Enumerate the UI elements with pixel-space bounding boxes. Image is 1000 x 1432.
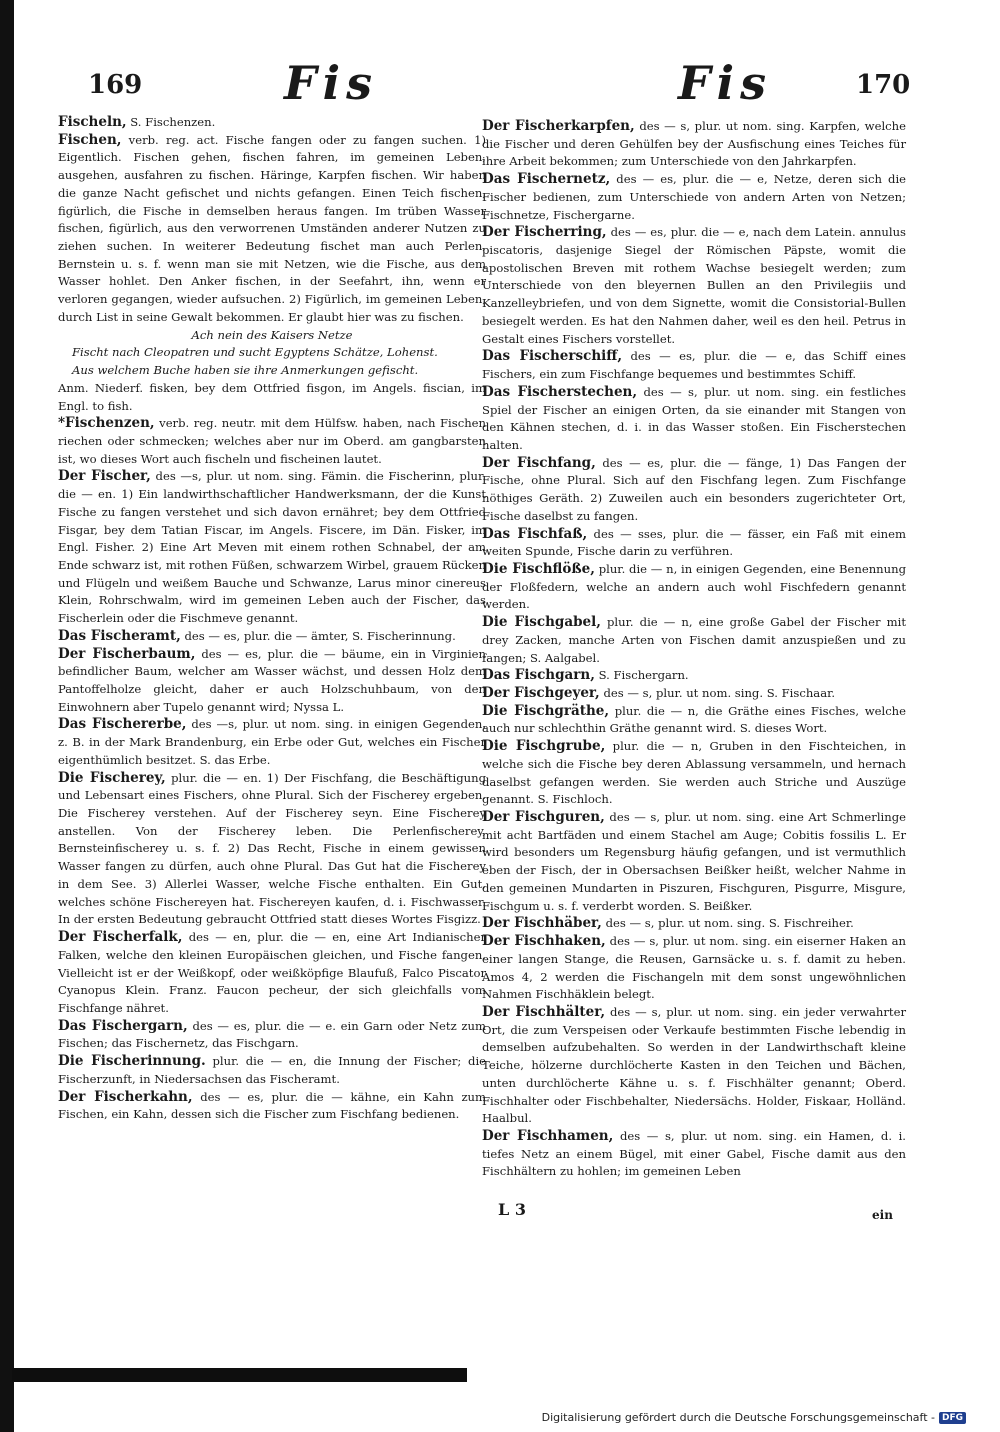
dictionary-entry bbox=[482, 118, 906, 171]
quote-line: Aus welchem Buche haben sie ihre Anmerkungen gefischt. bbox=[72, 363, 419, 378]
entry-headword: Der Fischguren, bbox=[482, 809, 605, 826]
entry-headword: Der Fischhaken, bbox=[482, 933, 606, 950]
dictionary-entry bbox=[482, 685, 906, 703]
dictionary-entry bbox=[58, 468, 486, 627]
entry-headword: Die Fischgräthe, bbox=[482, 702, 610, 719]
dictionary-entry bbox=[58, 132, 486, 327]
digitization-footer bbox=[542, 1411, 966, 1424]
dictionary-entry bbox=[58, 415, 486, 468]
quote-title: Ach nein des Kaisers Netze bbox=[191, 327, 353, 342]
entry-text: plur. die — en, die Innung der Fischer; die Fischerzunft, in Niedersachsen das Fischeramt. bbox=[58, 1054, 487, 1086]
running-head-right: Fis bbox=[678, 56, 773, 110]
entry-text: S. Fischergarn. bbox=[598, 668, 689, 683]
entry-text: des — s, plur. ut nom. sing. ein festliches Spiel der Fischer an einigen Orten, da sie einander mit Stangen von den Kähnen stechen, d. i. in das Wasser stoßen. Ein Fischerstechen halten. bbox=[482, 384, 907, 452]
dictionary-entry bbox=[58, 380, 486, 415]
dictionary-entry bbox=[482, 1004, 906, 1128]
entry-text: verb. reg. neutr. mit dem Hülfsw. haben, nach Fischen riechen oder schmecken; welches aber nur im Oberd. am gangbarsten ist, wo dieses Wort auch fischeln und fischeinen lautet. bbox=[58, 416, 487, 466]
entry-headword: Der Fischerring, bbox=[482, 224, 607, 241]
dictionary-entry bbox=[58, 770, 486, 929]
entry-text: des — es, plur. die — ämter, S. Fischerinnung. bbox=[184, 628, 456, 643]
entry-text: des — es, plur. die — kähne, ein Kahn zum Fischen, ein Kahn, dessen sich die Fischer zum Fischfang bedienen. bbox=[58, 1089, 487, 1122]
entry-headword: Die Fischgrube, bbox=[482, 738, 606, 755]
entry-text: des — es, plur. die — e, nach dem Latein. annulus piscatoris, dasjenige Siegel der Römischen Päpste, womit die apostolischen Breven mit rothem Wachse besiegelt werden; zum Unterschiede von den bleyernen Bullen an den Privilegiis und Kanzelleybriefen, und von dem Signette, womit die Consistorial-Bullen besiegelt werden. Es hat den Nahmen daher, weil es den heil. Petrus in Gestalt eines Fischers vorstellet. bbox=[482, 225, 907, 346]
entry-text: des — sses, plur. die — fässer, ein Faß mit einem weiten Spunde, Fische darin zu verführen. bbox=[482, 526, 907, 559]
scan-bottom-bar bbox=[12, 1368, 467, 1382]
printer-signature: L 3 bbox=[498, 1200, 526, 1219]
entry-headword: Der Fischer, bbox=[58, 468, 151, 485]
entry-headword: Fischeln, bbox=[58, 114, 127, 130]
entry-text: des — s, plur. ut nom. sing. eine Art Schmerlinge mit acht Bartfäden und einem Stachel am Auge; Cobitis fossilis L. Er wird besonders um Regensburg häufig gefangen, und ist vermuthlich eben der Fisch, der in Obersachsen Beißker heißt, welcher Nahme in den gemeinen Mundarten in Piszuren, Fischguren, Pisgurre, Misgure, Fischgum u. s. f. verderbt worden. S. Beißker. bbox=[482, 810, 906, 913]
page-number-right: 170 bbox=[856, 70, 911, 100]
entry-text: S. Fischenzen. bbox=[130, 115, 216, 129]
catchword: ein bbox=[872, 1208, 893, 1222]
entry-headword: Der Fischerbaum, bbox=[58, 645, 196, 662]
entry-headword: Der Fischgeyer, bbox=[482, 685, 600, 701]
dictionary-entry bbox=[58, 716, 486, 769]
dictionary-entry bbox=[482, 667, 906, 685]
entry-text: des — es, plur. die — fänge, 1) Das Fangen der Fische, ohne Plural. Sich auf den Fischfang legen. Zum Fischfange nöthiges Geräth. 2) Zuweilen auch ein besonders zugerichteter Ort, Fische daselbst zu fangen. bbox=[482, 455, 906, 523]
entry-headword: Das Fischergarn, bbox=[58, 1017, 188, 1034]
dictionary-entry bbox=[482, 738, 906, 809]
entry-text: des — s, plur. ut nom. sing. ein jeder verwahrter Ort, die zum Verspeisen oder Verkaufe bestimmten Fische lebendig in demselben aufzubehalten. So werden in der Landwirthschaft kleine Teiche, hölzerne durchlöcherte Kasten in den Teichen und Bächen, unten durchlöcherte Kähne u. s. f. Fischhälter genannt; Oberd. Fischhalter oder Fischbehalter, Niedersächs. Holder, Fiskaar, Holländ. Haalbul. bbox=[482, 1004, 906, 1126]
right-column bbox=[482, 118, 906, 1181]
entry-headword: Fischen, bbox=[58, 131, 122, 148]
dictionary-entry bbox=[482, 526, 906, 561]
entry-headword: Das Fischerstechen, bbox=[482, 383, 638, 400]
entry-headword: Das Fischerschiff, bbox=[482, 348, 623, 365]
dictionary-entry bbox=[482, 933, 906, 1004]
entry-text: des —s, plur. ut nom. sing. Fämin. die Fischerinn, plur. die — en. 1) Ein landwirthschaftlicher Handwerksmann, der die Kunst Fische zu fangen verstehet und sich davon ernähret; bey dem Ottfried Fisgar, bey dem Tatian Fiscar, im Angels. Fiscere, im Dän. Fisker, im Engl. Fisher. 2) Eine Art Meven mit einem rothen Schnabel, der am Ende schwarz ist, mit rothen Füßen, schwarzem Wirbel, grauem Rücken und Flügeln und weißem Bauche und Schwanze, Larus minor cinereus Klein, Rohrschwalm, wird im gemeinen Leben auch der Fischer, das Fischerlein oder die Fischmeve genannt. bbox=[58, 469, 486, 626]
entry-text: verb. reg. act. Fische fangen oder zu fangen suchen. 1) Eigentlich. Fischen gehen, fischen fahren, im gemeinen Leben, ausgehen, ausfahren zu fischen. Häringe, Karpfen fischen. Wir haben die ganze Nacht gefischet und nichts gefangen. Einen Teich fischen, figürlich, die Fische in demselben heraus fangen. Im trüben Wasser fischen, figürlich, aus den verworrenen Umständen anderer Nutzen zu ziehen suchen. In weiterer Bedeutung fischet man auch Perlen, Bernstein u. s. f. wenn man sie mit Netzen, wie die Fische, aus dem Wasser hohlet. Den Anker fischen, in der Seefahrt, ihn, wenn er verloren gegangen, wieder aufsuchen. 2) Figürlich, im gemeinen Leben, durch List in seine Gewalt bekommen. Er glaubt hier was zu fischen. bbox=[58, 132, 486, 324]
entry-text: plur. die — n, die Gräthe eines Fisches, welche auch nur schlechthin Gräthe genannt wird. S. dieses Wort. bbox=[482, 703, 907, 736]
entry-headword: Der Fischfang, bbox=[482, 454, 596, 471]
scan-edge-bar bbox=[0, 0, 14, 1432]
dfg-logo-icon: DFG bbox=[939, 1412, 966, 1424]
entry-text: des — es, plur. die — e, Netze, deren sich die Fischer bedienen, zum Unterschiede von andern Arten von Netzen; Fischnetze, Fischergarne. bbox=[482, 172, 907, 222]
footer-text: Digitalisierung gefördert durch die Deutsche Forschungsgemeinschaft - bbox=[541, 1411, 935, 1424]
dictionary-entry bbox=[58, 929, 486, 1018]
dictionary-entry bbox=[482, 915, 906, 933]
entry-headword: Die Fischerinnung. bbox=[58, 1053, 206, 1070]
quote-line: Fischt nach Cleopatren und sucht Egyptens Schätze, Lohenst. bbox=[72, 345, 438, 360]
entry-text: des — s, plur. ut nom. sing. ein Hamen, d. i. tiefes Netz an einem Bügel, mit einer Gabel, Fische damit aus den Fischhältern zu hohlen; im gemeinen Leben bbox=[482, 1128, 906, 1179]
entry-headword: Das Fischfaß, bbox=[482, 525, 588, 542]
entry-headword: Der Fischerfalk, bbox=[58, 929, 183, 946]
entry-text: des — es, plur. die — e. ein Garn oder Netz zum Fischen; das Fischernetz, das Fischgarn. bbox=[58, 1018, 486, 1051]
dictionary-entry bbox=[482, 561, 906, 614]
running-head-left: Fis bbox=[284, 56, 379, 110]
dictionary-entry bbox=[482, 1128, 906, 1181]
dictionary-entry bbox=[58, 628, 486, 646]
entry-headword: *Fischenzen, bbox=[58, 415, 155, 432]
entry-text: plur. die — en. 1) Der Fischfang, die Beschäftigung und Lebensart eines Fischers, ohne Plural. Sich der Fischerey ergeben. Die Fischerey verstehen. Auf der Fischerey seyn. Eine Fischerey anstellen. Von der Fischerey leben. Die Perlenfischerey, Bernsteinfischerey u. s. f. 2) Das Recht, Fische in einem gewissen Wasser fangen zu dürfen, auch ohne Plural. Das Gut hat die Fischerey in dem See. 3) Allerlei Wasser, welche Fische enthalten. Ein Gut, welches schöne Fischereyen hat. Fischereyen kaufen, d. i. Fischwasser. In der ersten Bedeutung gebraucht Ottfried statt dieses Wortes Fisgizz. bbox=[58, 770, 486, 927]
entry-text: des — s, plur. ut nom. sing. ein eiserner Haken an einer langen Stange, die Reusen, Garnsäcke u. s. f. damit zu heben. Amos 4, 2 werden die Fischangeln mit dem sonst ungewöhnlichen Nahmen Fischhäklein belegt. bbox=[482, 934, 906, 1002]
dictionary-entry bbox=[58, 114, 486, 132]
entry-text: Anm. Niederf. fisken, bey dem Ottfried fisgon, im Angels. fiscian, im Engl. to fish. bbox=[58, 380, 486, 413]
entry-headword: Das Fischgarn, bbox=[482, 667, 595, 684]
dictionary-entry bbox=[58, 646, 486, 717]
entry-headword: Das Fischererbe, bbox=[58, 716, 187, 733]
entry-text: des — es, plur. die — e, das Schiff eines Fischers, ein zum Fischfange bequemes und bestimmtes Schiff. bbox=[482, 349, 906, 382]
entry-headword: Der Fischhälter, bbox=[482, 1003, 606, 1020]
entry-text: des — s, plur. ut nom. sing. Karpfen, welche die Fischer und deren Gehülfen bey der Ausfischung eines Teiches für ihre Arbeit bekommen; zum Unterschiede von den Jahrkarpfen. bbox=[482, 119, 906, 169]
dictionary-entry bbox=[482, 224, 906, 348]
left-column bbox=[58, 114, 486, 1124]
dictionary-entry bbox=[58, 1089, 486, 1124]
dictionary-entry bbox=[482, 703, 906, 738]
entry-text: des — s, plur. ut nom. sing. S. Fischaar. bbox=[603, 686, 836, 700]
entry-text: plur. die — n, in einigen Gegenden, eine Benennung der Floßfedern, welche an andern auch wohl Fischfedern genannt werden. bbox=[482, 561, 907, 612]
page-number-left: 169 bbox=[88, 70, 143, 100]
entry-headword: Das Fischeramt, bbox=[58, 627, 181, 644]
entry-headword: Der Fischhamen, bbox=[482, 1127, 614, 1144]
dictionary-entry bbox=[482, 455, 906, 526]
entry-headword: Das Fischernetz, bbox=[482, 171, 611, 188]
entry-headword: Der Fischhäber, bbox=[482, 915, 602, 932]
entry-text: des — en, plur. die — en, eine Art Indianischer Falken, welche den kleinen Europäischen gleichen, und Fische fangen. Vielleicht ist er der Weißkopf, oder weißköpfige Blaufuß, Falco Piscator Cyanopus Klein. Franz. Faucon pecheur, der sich gleichfalls vom Fischfange nähret. bbox=[58, 930, 486, 1015]
entry-headword: Die Fischerey, bbox=[58, 769, 166, 786]
entry-text: plur. die — n, eine große Gabel der Fischer mit drey Zacken, manche Arten von Fischen damit anzuspießen und zu fangen; S. Aalgabel. bbox=[482, 615, 906, 665]
entry-headword: Der Fischerkarpfen, bbox=[482, 118, 635, 134]
dictionary-entry bbox=[482, 809, 906, 915]
entry-text: des — s, plur. ut nom. sing. S. Fischreiher. bbox=[605, 916, 854, 931]
dictionary-entry bbox=[482, 171, 906, 224]
entry-text: plur. die — n, Gruben in den Fischteichen, in welche sich die Fische bey deren Ablassung versammeln, und hernach daselbst gefangen werden. Sie werden auch Striche und Auszüge genannt. S. Fischloch. bbox=[482, 739, 906, 807]
entry-headword: Die Fischflöße, bbox=[482, 560, 595, 577]
entry-headword: Die Fischgabel, bbox=[482, 614, 601, 631]
dictionary-entry bbox=[482, 614, 906, 667]
entry-text: des — es, plur. die — bäume, ein in Virginien befindlicher Baum, welcher am Wasser wächst, und dessen Holz dem Pantoffelholze gleicht, daher er auch Holzschuhbaum, von den Einwohnern aber Tupelo genannt wird; Nyssa L. bbox=[58, 646, 486, 714]
entry-headword: Der Fischerkahn, bbox=[58, 1088, 193, 1105]
dictionary-entry bbox=[482, 384, 906, 455]
dictionary-entry bbox=[58, 1018, 486, 1053]
dictionary-entry bbox=[482, 348, 906, 383]
dictionary-entry bbox=[58, 1053, 486, 1088]
entry-text: des —s, plur. ut nom. sing. in einigen Gegenden, z. B. in der Mark Brandenburg, ein Erbe oder Gut, welches ein Fischer eigenthümlich besitzet. S. das Erbe. bbox=[58, 717, 486, 767]
